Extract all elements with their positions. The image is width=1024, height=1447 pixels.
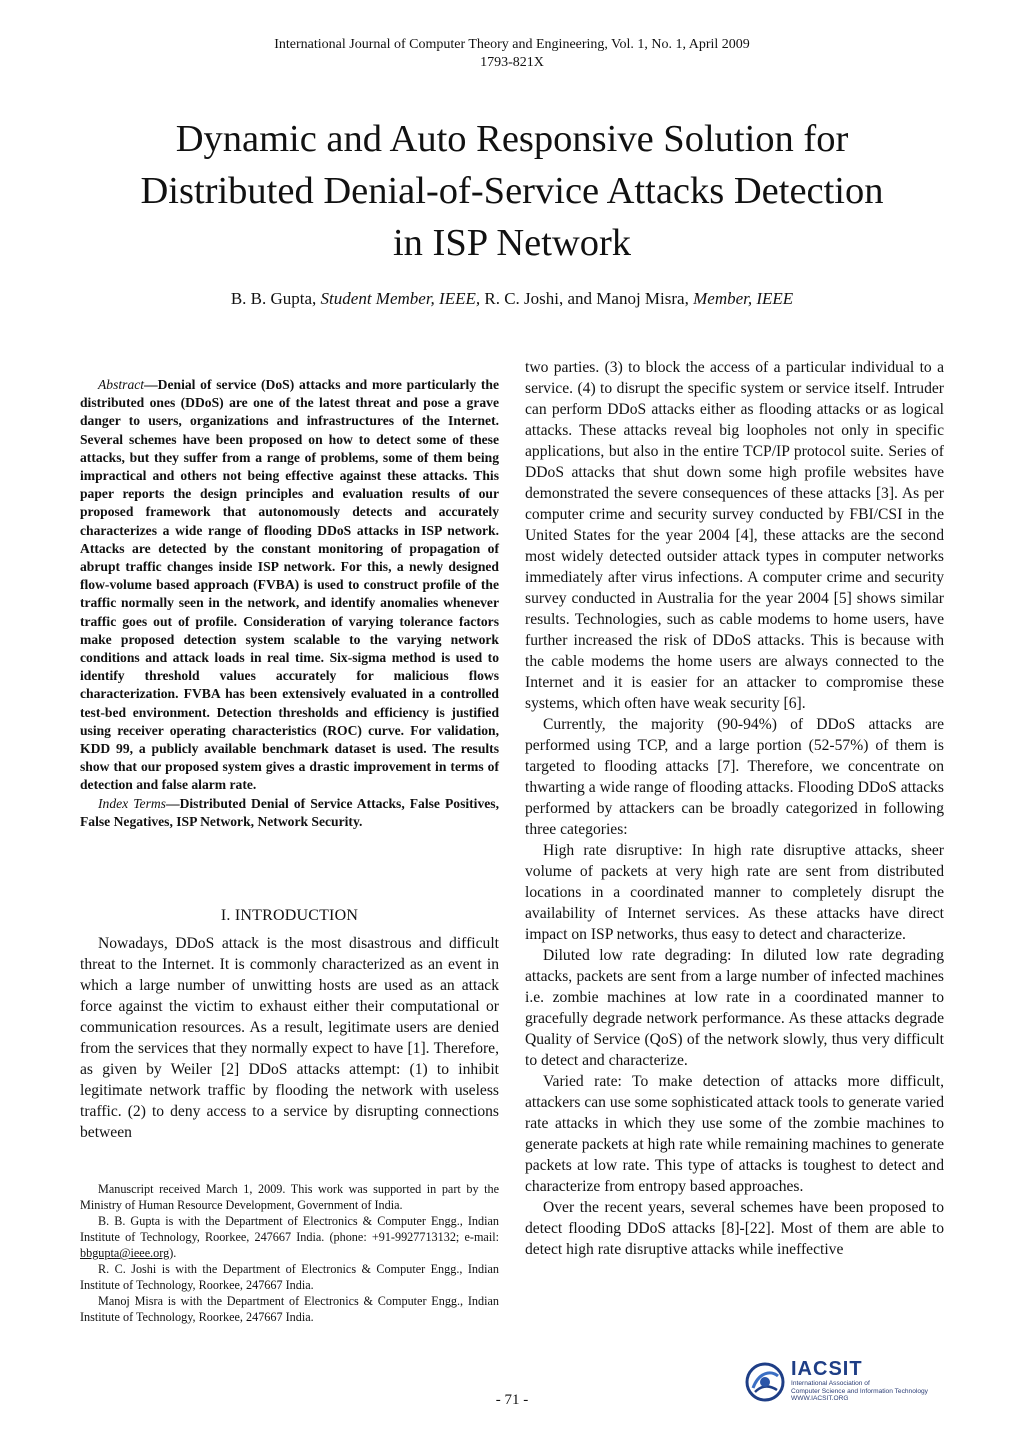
abstract-paragraph: [80, 376, 499, 795]
iacsit-logo: [745, 1358, 955, 1406]
index-terms-label: Index Terms: [98, 795, 166, 811]
footnote-author-3: Manoj Misra is with the Department of Electronics & Computer Engg., Indian Institute of Technology, Roorkee, 247667 India.: [80, 1294, 499, 1324]
footnotes: [80, 1181, 499, 1325]
right-paragraph-2: Currently, the majority (90-94%) of DDoS attacks are performed using TCP, and a large portion (52-57%) of them is targeted to flooding attacks [7]. Therefore, we concentrate on thwarting a wide range of flooding attacks. Flooding DDoS attacks performed by attackers can be broadly categorized in following three categories:: [525, 716, 944, 838]
author-line: [0, 289, 1024, 309]
logo-subtitle: [791, 1380, 928, 1403]
paper-title: [60, 113, 964, 269]
author-1-role: Student Member, IEEE,: [320, 289, 481, 308]
authors-2-3: R. C. Joshi, and Manoj Misra,: [480, 289, 694, 308]
right-paragraph-high-rate: High rate disruptive: In high rate disruptive attacks, sheer volume of packets at very high rate are sent from distributed locations in a coordinated manner to completely disrupt the availability of Internet services. As these attacks have direct impact on ISP networks, thus easy to detect and characterize.: [525, 842, 944, 943]
iacsit-globe-icon: [745, 1362, 785, 1402]
right-paragraph-varied-rate: Varied rate: To make detection of attacks more difficult, attackers can use some sophisticated attack tools to generate varied rate attacks in which they use some of the zombie machines to generate packets at high rate while remaining machines to generate packets at low rate. This type of attacks is toughest to detect and characterize from entropy based approaches.: [525, 1073, 944, 1195]
left-column: [80, 905, 499, 1143]
footnote-author-1: [80, 1213, 499, 1261]
index-terms-text: —Distributed Denial of Service Attacks, False Positives, False Negatives, ISP Network, Network Security.: [80, 795, 499, 829]
page-number: - 71 -: [495, 1392, 529, 1408]
right-paragraph-low-rate: Diluted low rate degrading: In diluted low rate degrading attacks, packets are sent from a large number of infected machines i.e. zombie machines at low rate in a coordinated manner to gracefully degrade network performance. As these attacks degrade Quality of Service (QoS) of the network slowly, thus very difficult to detect and characterize.: [525, 947, 944, 1069]
footnote-author-2: R. C. Joshi is with the Department of Electronics & Computer Engg., Indian Institute of Technology, Roorkee, 247667 India.: [80, 1262, 499, 1292]
logo-subtitle-line-1: International Association of: [791, 1380, 870, 1387]
title-line-3: in ISP Network: [392, 222, 632, 264]
abstract-label: Abstract: [98, 377, 145, 392]
abstract-text: —Denial of service (DoS) attacks and more particularly the distributed ones (DDoS) are one of the latest threat and pose a grave danger to users, organizations and infrastructures of the Internet. Several schemes have been proposed on how to detect some of these attacks, but they suffer from a range of problems, some of them being impractical and others not being effective against these attacks. This paper reports the design principles and evaluation results of our proposed framework that autonomously detects and accurately characterizes a wide range of flooding DDoS attacks in ISP network. Attacks are detected by the constant monitoring of propagation of abrupt traffic changes inside ISP network. For this, a newly designed flow-volume based approach (FVBA) is used to construct profile of the traffic normally seen in the network, and identify anomalies whenever traffic goes out of profile. Consideration of varying tolerance factors make proposed detection system scalable to the varying network conditions and attack loads in real time. Six-sigma method is used to identify threshold values accurately for malicious flows characterization. FVBA has been extensively evaluated in a controlled test-bed environment. Detection thresholds and efficiency is justified using receiver operating characteristics (ROC) curve. For validation, KDD 99, a publicly available benchmark dataset is used. The results show that our proposed system gives a drastic improvement in terms of detection and false alarm rate.: [80, 377, 499, 793]
footnote-author-1-end: ).: [169, 1246, 177, 1260]
journal-citation: International Journal of Computer Theory and Engineering, Vol. 1, No. 1, April 2009: [274, 37, 750, 52]
section-heading-introduction: I. INTRODUCTION: [220, 907, 359, 924]
index-terms: [80, 795, 499, 831]
journal-issn: 1793-821X: [480, 55, 544, 70]
right-column: [525, 357, 944, 1260]
right-paragraph-recent-schemes: Over the recent years, several schemes have been proposed to detect flooding DDoS attacks [8]-[22]. Most of them are able to detect high rate disruptive attacks while ineffective: [525, 1199, 944, 1258]
journal-header: [0, 36, 1024, 72]
footnote-manuscript: Manuscript received March 1, 2009. This work was supported in part by the Ministry of Human Resource Development, Government of India.: [80, 1182, 499, 1212]
footnote-author-1-text: B. B. Gupta is with the Department of Electronics & Computer Engg., Indian Institute of Technology, Roorkee, 247667 India. (phone: +91-9927713132; e-mail:: [80, 1214, 499, 1244]
right-paragraph-1: two parties. (3) to block the access of a particular individual to a service. (4) to disrupt the specific system or service itself. Intruder can perform DDoS attacks either as flooding attacks or as logical attacks. These attacks reveal big loopholes not only in specific applications, but also in the entire TCP/IP protocol suite. Series of DDoS attacks that shut down some high profile websites have demonstrated the severe consequences of these attacks [3]. As per computer crime and security survey conducted by FBI/CSI in the United States for the year 2004 [4], these attacks are the second most widely detected outsider attack types in computer networks immediately after virus infections. A computer crime and security survey conducted in Australia for the year 2004 [5] shows similar results. Technologies, such as cable modems to home users, have further increased the risk of DDoS attacks. This is because with the cable modems the home users are always connected to the Internet and it is easier for an attacker to compromise these systems, which often have weak security [6].: [525, 359, 944, 712]
abstract-block: [80, 376, 499, 831]
title-line-1: Dynamic and Auto Responsive Solution for: [175, 118, 849, 160]
authors-role: Member, IEEE: [693, 289, 794, 308]
logo-url: WWW.IACSIT.ORG: [791, 1395, 849, 1403]
intro-paragraph-1: Nowadays, DDoS attack is the most disastrous and difficult threat to the Internet. It is commonly characterized as an event in which a large number of unwitting hosts are used as an attack force against the victim to exhaust either their computational or communication resources. As a result, legitimate users are denied from the services that they normally expect to have [1]. Therefore, as given by Weiler [2] DDoS attacks attempt: (1) to inhibit legitimate network traffic by flooding the network with useless traffic. (2) to deny access to a service by disrupting connections between: [80, 935, 499, 1141]
logo-subtitle-line-2: Computer Science and Information Technology: [791, 1387, 928, 1395]
title-line-2: Distributed Denial-of-Service Attacks Detection: [140, 170, 884, 212]
author-email-link[interactable]: bbgupta@ieee.org: [80, 1246, 170, 1260]
author-1: B. B. Gupta,: [230, 289, 321, 308]
logo-name: IACSIT: [791, 1358, 863, 1380]
